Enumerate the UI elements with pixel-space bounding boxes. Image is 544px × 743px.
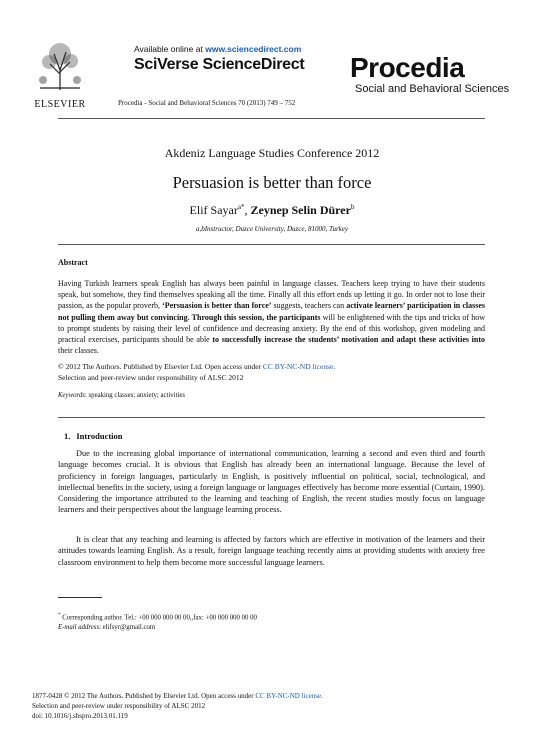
affiliation: a,bInstructor, Duzce University, Duzce, 81000, Turkey xyxy=(195,225,349,233)
author-2: Zeynep Selin Dürer xyxy=(250,203,351,217)
footnote xyxy=(58,611,257,632)
section-heading xyxy=(64,431,123,441)
abstract-part: will be enlightened with the tips and tricks of how to prompt students by raising their level of confidence and decreasing anxiety. By the end of this workshop, given modeling and practical exercises, participants should be able xyxy=(58,312,485,345)
author-list: Elif Sayar$^{a*}$, Zeynep Selin Dürer$^b$ xyxy=(189,203,355,217)
corresponding-author: Corresponding author. Tel.: +00 000 000 00 00,,fax: +00 000 000 00 00 xyxy=(60,614,257,622)
abstract-top-rule xyxy=(58,244,485,245)
sciverse-logo: SciVerse ScienceDirect xyxy=(134,56,305,73)
abstract-proverb: ‘Persuasion is better than force’ xyxy=(162,301,272,311)
footer-peer-review: Selection and peer-review under responsibility of ALSC 2012 xyxy=(32,702,206,710)
abstract-part: Having Turkish learners speak English has always been painful in language classes. Teachers keep trying to have their students speak, but somehow, they find themselves speaking all the time. Finally all this effort ends up letting it go. In order not to lose their passion, as the popular proverb, xyxy=(58,279,485,311)
email-address: : elifsyr@gmail.com xyxy=(99,623,156,631)
elsevier-logo xyxy=(34,40,86,110)
abstract-bold: to successfully increase the students’ motivation and adapt these activities into xyxy=(212,335,485,345)
abstract-bottom-rule xyxy=(58,417,485,418)
header-rule xyxy=(58,118,485,119)
elsevier-wordmark: ELSEVIER xyxy=(34,99,86,110)
email-label: E-mail address xyxy=(58,623,100,631)
peer-review-text: Selection and peer-review under responsibility of ALSC 2012 xyxy=(58,372,244,382)
paragraph-1: Due to the increasing global importance of international communication, learning a second and even third and fourth language becomes crucial. It is obvious that English has already been an international language. Because the level of proficiency in foreign languages, particularly in English, is positively influential on political, social, technological, and intellectual benefits in the society, using a foreign language or languages effectively has become more essential (Curtain, 1990). Considering the importance attributed to the learning and teaching of English, the recent studies mostly focus on language learners and their perspectives about the language learning process. xyxy=(58,449,485,515)
abstract-text xyxy=(58,278,485,356)
available-prefix: Available online at xyxy=(134,44,203,54)
license-link[interactable]: CC BY-NC-ND license. xyxy=(262,362,336,371)
footnote-rule xyxy=(58,597,102,598)
abstract-bold: activate learners’ participation in classes not pulling them away but convincing. Through this session, the participants xyxy=(58,301,485,322)
available-online xyxy=(134,44,301,54)
procedia-logo: Procedia xyxy=(350,52,465,83)
section-number: 1. xyxy=(64,431,71,441)
journal-citation: Procedia - Social and Behavioral Sciences 70 (2013) 749 – 752 xyxy=(118,99,296,107)
doi: doi: 10.1016/j.sbspro.2013.01.119 xyxy=(32,712,128,720)
footer-license-link[interactable]: CC BY-NC-ND license. xyxy=(255,692,323,700)
author-1: Elif Sayar xyxy=(189,203,238,217)
author-2-sup: b xyxy=(350,203,355,211)
paper-title: Persuasion is better than force xyxy=(172,173,372,192)
keywords-label: Keywords xyxy=(58,392,85,399)
paragraph-2: It is clear that any teaching and learning is affected by factors which are effective in motivation of the learners and their attitudes towards learning English. As a result, foreign language teaching recently aims at providing students with anxiety free classroom environment to help them become more successful language learners. xyxy=(58,535,485,567)
sciencedirect-link[interactable]: www.sciencedirect.com xyxy=(205,44,302,54)
abstract-part: their classes. xyxy=(58,346,99,356)
author-1-sup: a* xyxy=(237,203,245,211)
procedia-subtitle: Social and Behavioral Sciences xyxy=(355,83,510,95)
conference-name: Akdeniz Language Studies Conference 2012 xyxy=(164,146,380,160)
issn-copyright: 1877-0428 © 2012 The Authors. Published by Elsevier Ltd. Open access under xyxy=(32,692,256,700)
footnote-marker: * xyxy=(58,613,61,618)
abstract-heading: Abstract xyxy=(58,258,88,267)
keywords xyxy=(58,392,185,399)
section-title: Introduction xyxy=(76,431,123,441)
keywords-text: : speaking classes; anxiety; activities xyxy=(84,392,185,399)
page-footer xyxy=(32,691,323,721)
copyright-block xyxy=(58,362,335,383)
elsevier-tree-icon xyxy=(34,40,86,92)
copyright-text: © 2012 The Authors. Published by Elsevier Ltd. Open access under xyxy=(58,362,263,371)
abstract-part: suggests, teachers can xyxy=(271,301,347,311)
